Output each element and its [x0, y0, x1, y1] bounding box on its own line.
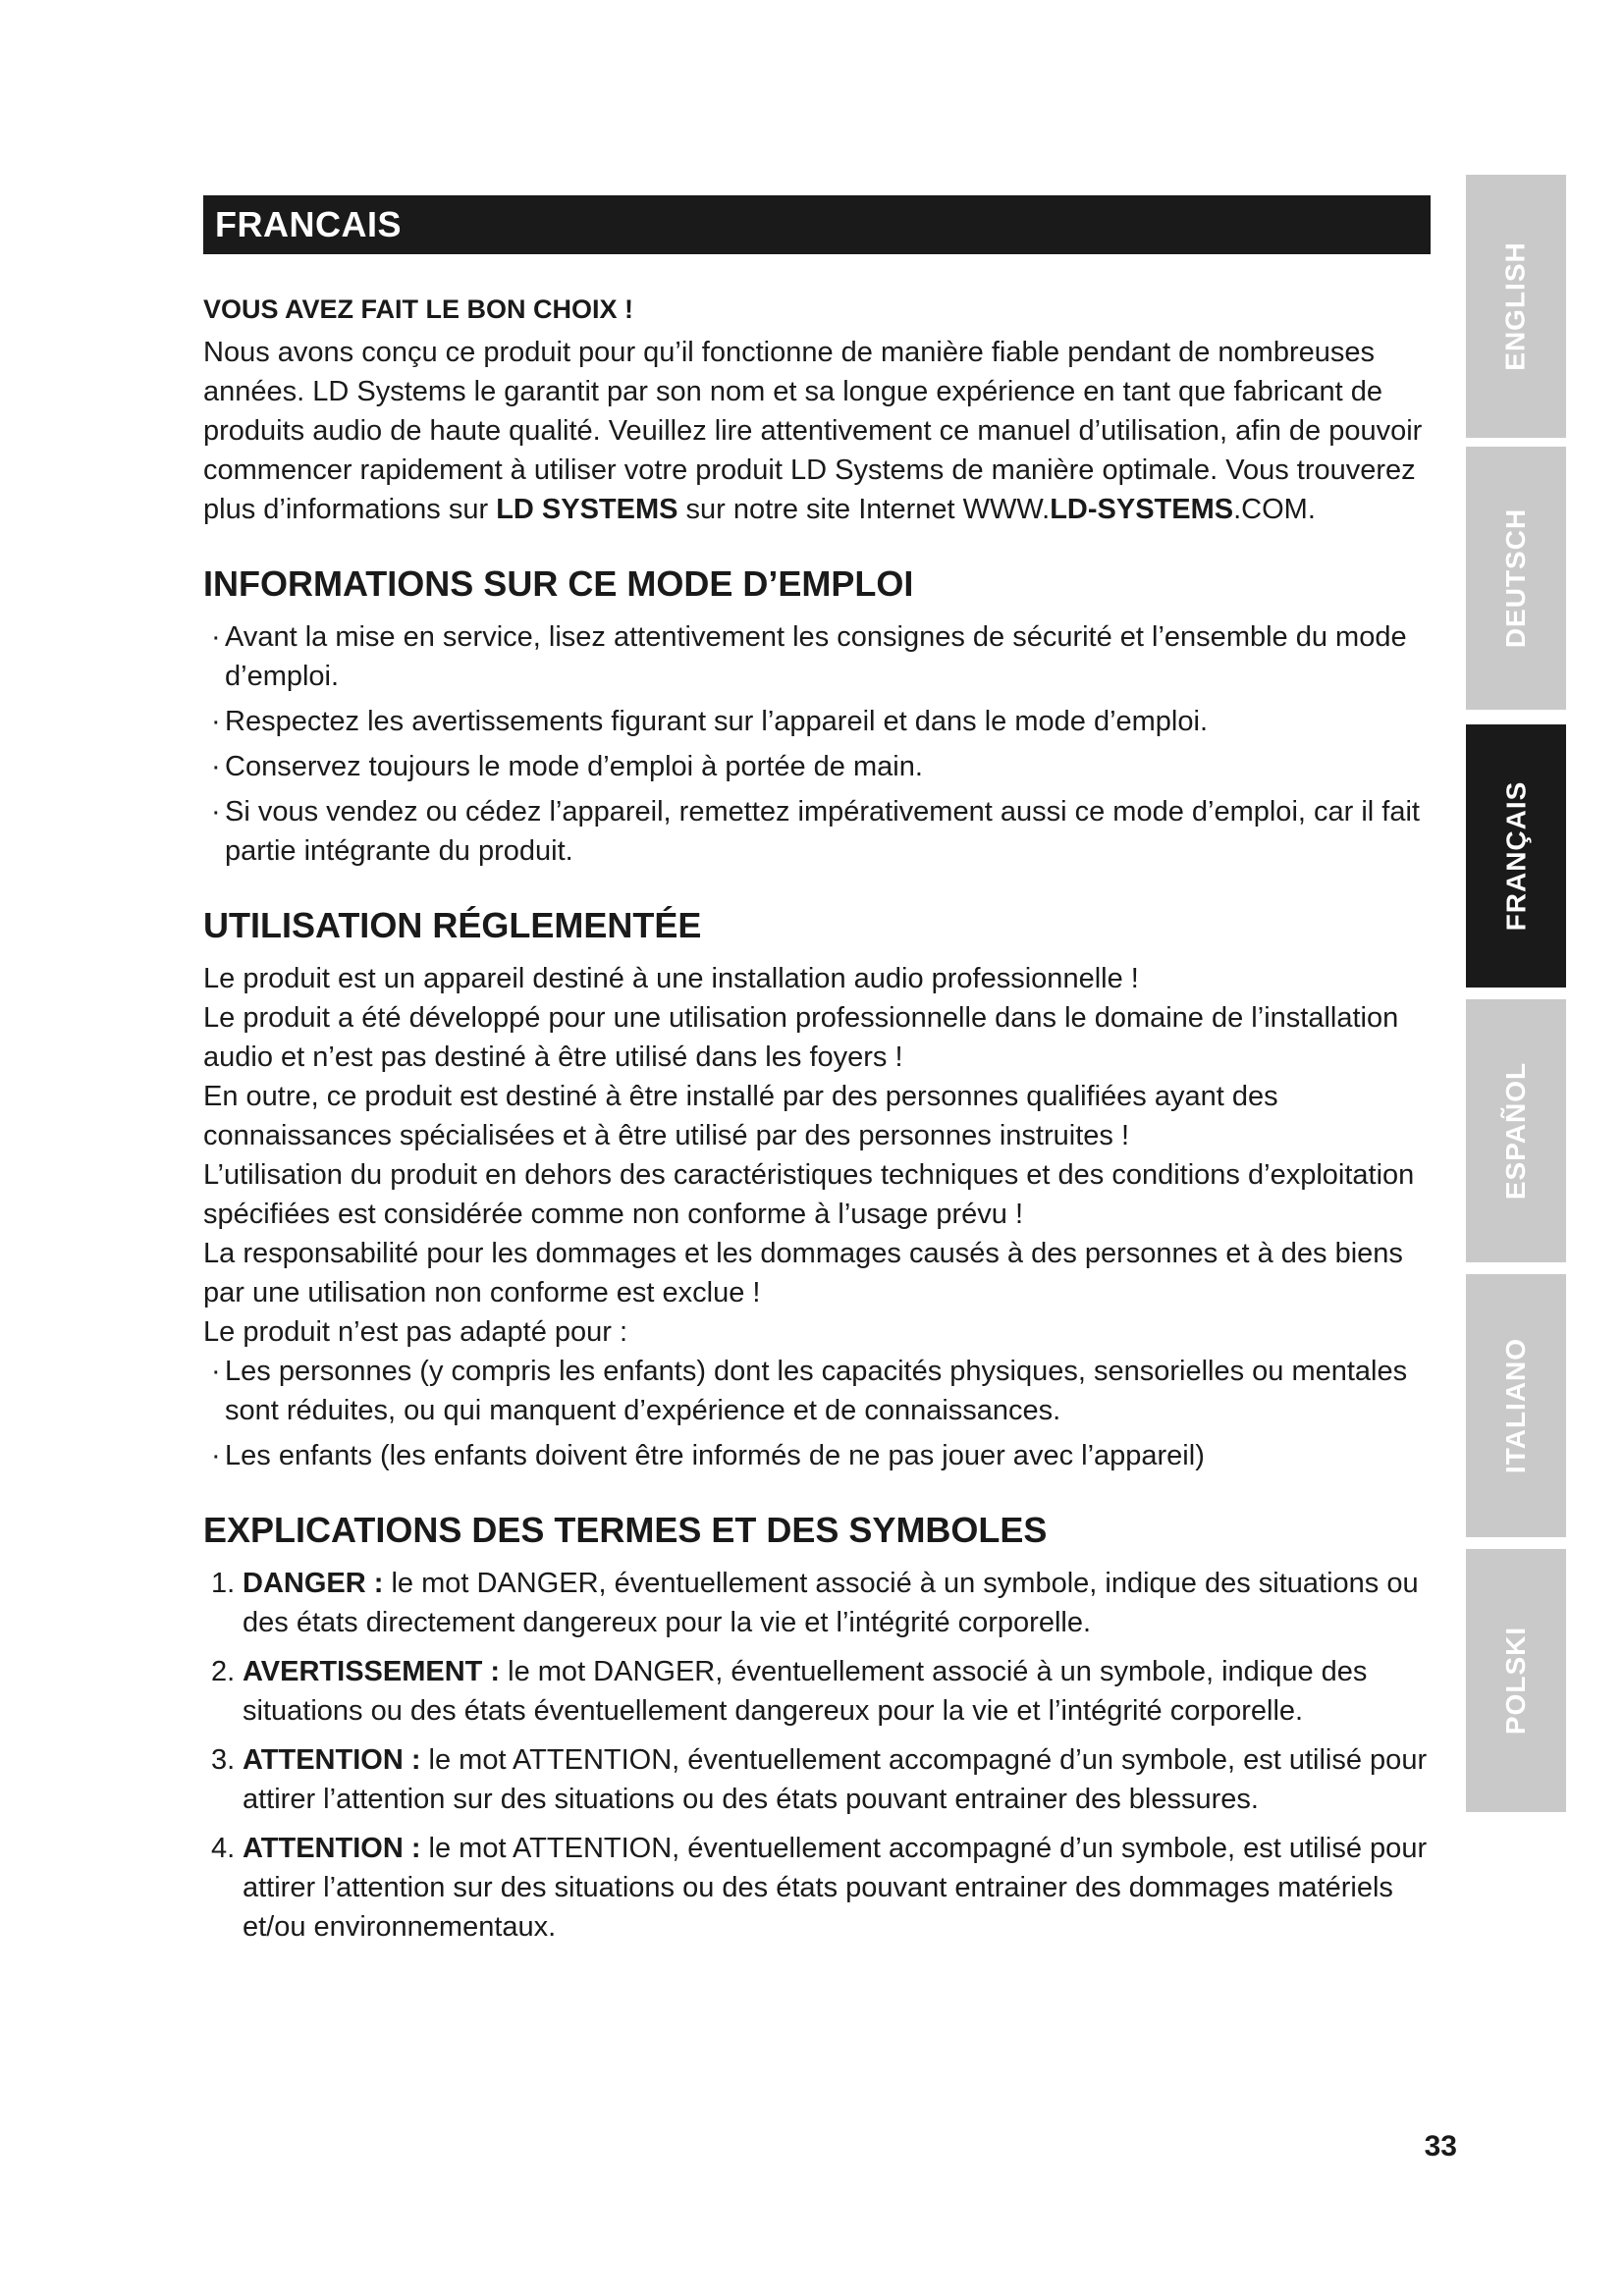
intro-text-middle: sur notre site Internet WWW.: [677, 494, 1051, 525]
usage-bullet-list: [203, 1352, 1431, 1475]
intro-brand: LD SYSTEMS: [496, 494, 678, 525]
page-number: 33: [1424, 2130, 1457, 2163]
intro-site: LD-SYSTEMS: [1050, 494, 1234, 525]
section-heading-info: INFORMATIONS SUR CE MODE D’EMPLOI: [203, 563, 914, 604]
language-banner: [203, 195, 1431, 254]
list-item: · Respectez les avertissements figurant sur l’appareil et dans le mode d’emploi.: [211, 706, 1208, 737]
usage-line: La responsabilité pour les dommages et les dommages causés à des personnes et à des biens par une utilisation non conforme est exclue !: [203, 1238, 1403, 1308]
side-tab-francais[interactable]: FRANÇAIS: [1466, 724, 1566, 988]
list-item: · Avant la mise en service, lisez attentivement les consignes de sécurité et l’ensemble du mode d’emploi.: [211, 621, 1407, 692]
intro-text: Nous avons conçu ce produit pour qu’il fonctionne de manière fiable pendant de nombreuses années. LD Systems le garantit par son nom et sa longue expérience en tant que fabricant de produits audio de haute qualité. Veuillez lire attentivement ce manuel d’utilisation, afin de pouvoir commencer rapidement à utiliser votre produit LD Systems de manière optimale. Vous trouverez plus d’informations sur: [203, 337, 1423, 525]
usage-line: L’utilisation du produit en dehors des caractéristiques techniques et des conditions d’exploitation spécifiées est considérée comme non conforme à l’usage prévu !: [203, 1159, 1415, 1230]
list-item: · Conservez toujours le mode d’emploi à portée de main.: [211, 751, 923, 782]
list-item: 2. AVERTISSEMENT : le mot DANGER, éventuellement associé à un symbole, indique des situations ou des états éventuellement dangereux pour la vie et l’intégrité corporelle.: [211, 1656, 1368, 1727]
usage-line: Le produit n’est pas adapté pour :: [203, 1316, 628, 1348]
list-item: 3. ATTENTION : le mot ATTENTION, éventuellement accompagné d’un symbole, est utilisé pour attirer l’attention sur des situations ou des états pouvant entrainer des blessures.: [211, 1744, 1428, 1815]
side-tab-english[interactable]: ENGLISH: [1466, 175, 1566, 438]
banner-title: FRANCAIS: [215, 204, 402, 244]
list-item: · Les enfants (les enfants doivent être informés de ne pas jouer avec l’appareil): [211, 1440, 1205, 1471]
section-heading-terms: EXPLICATIONS DES TERMES ET DES SYMBOLES: [203, 1510, 1048, 1550]
intro-text-after: .COM.: [1233, 494, 1316, 525]
side-tab-italiano[interactable]: ITALIANO: [1466, 1274, 1566, 1537]
side-tab-deutsch[interactable]: DEUTSCH: [1466, 447, 1566, 710]
list-item: · Les personnes (y compris les enfants) dont les capacités physiques, sensorielles ou mentales sont réduites, ou qui manquent d’expérience et de connaissances.: [211, 1356, 1408, 1426]
section-heading-usage: UTILISATION RÉGLEMENTÉE: [203, 905, 702, 945]
info-bullet-list: [203, 617, 1431, 871]
list-item: 4. ATTENTION : le mot ATTENTION, éventuellement accompagné d’un symbole, est utilisé pour attirer l’attention sur des situations ou des états pouvant entrainer des dommages matériels et/ou environnementaux.: [211, 1833, 1428, 1943]
intro-paragraph: [203, 333, 1431, 529]
list-item: 1. DANGER : le mot DANGER, éventuellement associé à un symbole, indique des situations ou des états directement dangereux pour la vie et l’intégrité corporelle.: [211, 1568, 1419, 1638]
usage-line: Le produit a été développé pour une utilisation professionnelle dans le domaine de l’installation audio et n’est pas destiné à être utilisé dans les foyers !: [203, 1002, 1399, 1073]
usage-line: Le produit est un appareil destiné à une installation audio professionnelle !: [203, 963, 1139, 994]
terms-list: [203, 1564, 1431, 1947]
side-tab-polski[interactable]: POLSKI: [1466, 1549, 1566, 1812]
list-item: · Si vous vendez ou cédez l’appareil, remettez impérativement aussi ce mode d’emploi, car il fait partie intégrante du produit.: [211, 796, 1420, 867]
intro-title: VOUS AVEZ FAIT LE BON CHOIX !: [203, 294, 634, 324]
side-tab-espanol[interactable]: ESPAÑOL: [1466, 999, 1566, 1262]
main-content: [203, 294, 1431, 1956]
usage-line: En outre, ce produit est destiné à être installé par des personnes qualifiées ayant des connaissances spécialisées et à être utilisé par des personnes instruites !: [203, 1081, 1278, 1151]
